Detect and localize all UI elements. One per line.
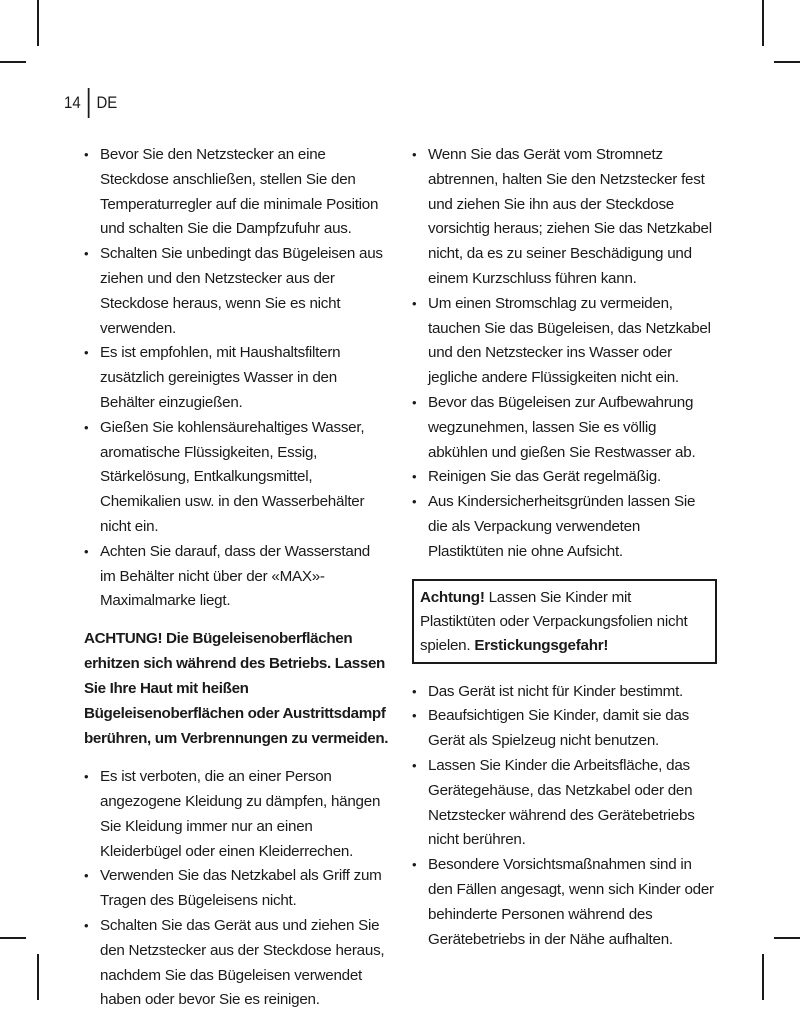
crop-mark-top-left [37,0,39,46]
list-item: • Es ist empfohlen, mit Haushaltsfiltern zusätzlich gereinigtes Wasser in den Behälter einzugießen. [84,341,389,415]
crop-mark-bottom-right [762,954,764,1000]
list-item: • Schalten Sie das Gerät aus und ziehen Sie den Netzstecker aus der Steckdose heraus, nachdem Sie das Bügeleisen verwendet haben oder bevor Sie es reinigen. [84,914,389,1013]
list-item: • Bevor Sie den Netzstecker an eine Steckdose anschließen, stellen Sie den Temperaturregler auf die minimale Position und schalten Sie die Dampfzufuhr aus. [84,143,389,242]
crop-mark-top-right [762,0,764,46]
list-item: • Lassen Sie Kinder die Arbeitsfläche, das Gerätegehäuse, das Netzkabel oder den Netzstecker während des Gerätebetriebs nicht berühren. [412,754,717,853]
left-bullet-list-2 [84,765,389,1013]
list-item: • Beaufsichtigen Sie Kinder, damit sie das Gerät als Spielzeug nicht benutzen. [412,704,717,754]
list-item: • Das Gerät ist nicht für Kinder bestimmt. [412,680,717,705]
crop-mark-top-left-h [0,61,26,63]
crop-mark-bottom-left-h [0,937,26,939]
list-item: • Achten Sie darauf, dass der Wasserstand im Behälter nicht über der «MAX»-Maximalmarke liegt. [84,540,389,614]
page-header [64,88,117,118]
crop-mark-top-right-h [774,61,800,63]
notice-label: Achtung! [420,588,485,606]
notice-emphasis: Erstickungsgefahr! [474,636,609,654]
list-item: • Es ist verboten, die an einer Person angezogene Kleidung zu dämpfen, hängen Sie Kleidung immer nur an einen Kleiderbügel oder einen Kleiderrechen. [84,765,389,864]
list-item: • Aus Kindersicherheitsgründen lassen Sie die als Verpackung verwendeten Plastiktüten nie ohne Aufsicht. [412,490,717,564]
crop-mark-bottom-right-h [774,937,800,939]
list-item: • Verwenden Sie das Netzkabel als Griff zum Tragen des Bügeleisens nicht. [84,864,389,914]
list-item: • Gießen Sie kohlensäurehaltiges Wasser, aromatische Flüssigkeiten, Essig, Stärkelösung, Entkalkungsmittel, Chemikalien usw. in den Wasserbehälter nicht ein. [84,416,389,540]
page-number: 14 [64,93,81,112]
header-divider [88,88,90,118]
list-item: • Reinigen Sie das Gerät regelmäßig. [412,465,717,490]
right-column [412,143,717,952]
list-item: • Wenn Sie das Gerät vom Stromnetz abtrennen, halten Sie den Netzstecker fest und ziehen Sie ihn aus der Steckdose vorsichtig heraus; ziehen Sie das Netzkabel nicht, da es zu seiner Beschädigung und einem Kurzschluss führen kann. [412,143,717,292]
list-item: • Um einen Stromschlag zu vermeiden, tauchen Sie das Bügeleisen, das Netzkabel und den Netzstecker ins Wasser oder jegliche andere Flüssigkeiten nicht ein. [412,292,717,391]
crop-mark-bottom-left [37,954,39,1000]
right-bullet-list-2 [412,680,717,953]
list-item: • Besondere Vorsichtsmaßnahmen sind in den Fällen angesagt, wenn sich Kinder oder behinderte Personen während des Gerätebetriebs in der Nähe aufhalten. [412,853,717,952]
burn-warning: ACHTUNG! Die Bügeleisenoberflächen erhitzen sich während des Betriebs. Lassen Sie Ihre Haut mit heißen Bügeleisenoberflächen oder Austrittsdampf berühren, um Verbrennungen zu vermeiden. [84,630,389,748]
language-code: DE [96,93,118,112]
right-bullet-list-1 [412,143,717,565]
suffocation-notice-box [412,579,717,664]
left-bullet-list-1 [84,143,389,614]
left-column [84,143,389,1013]
list-item: • Schalten Sie unbedingt das Bügeleisen aus ziehen und den Netzstecker aus der Steckdose heraus, wenn Sie es nicht verwenden. [84,242,389,341]
notice-text: Lassen Sie Kinder mit Plastiktüten oder Verpackungsfolien nicht spielen. [420,588,688,654]
list-item: • Bevor das Bügeleisen zur Aufbewahrung wegzunehmen, lassen Sie es völlig abkühlen und gießen Sie Restwasser ab. [412,391,717,465]
